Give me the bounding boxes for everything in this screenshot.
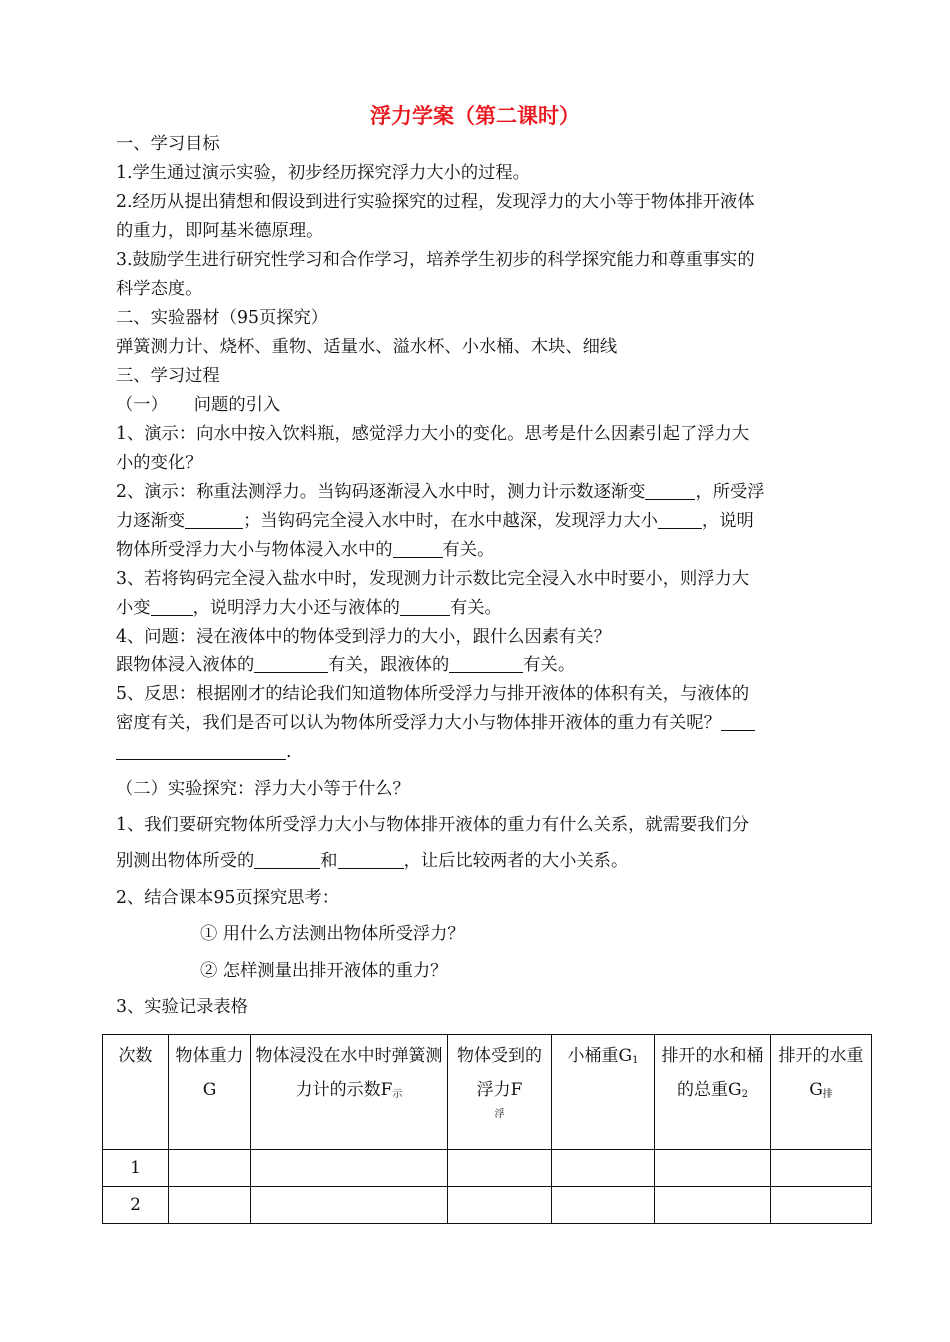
row-number: 2 <box>103 1187 169 1224</box>
answer-blank[interactable] <box>645 481 695 500</box>
experiment-2-question-2: ② 怎样测量出排开液体的重力？ <box>200 961 448 981</box>
q3-text-2: ，说明浮力大小还与液体的 <box>192 598 400 618</box>
answer-blank[interactable] <box>449 654 523 673</box>
answer-blank[interactable] <box>393 539 443 558</box>
question-2-line-b <box>116 509 846 533</box>
q4-text-1: 跟物体浸入液体的 <box>116 655 255 675</box>
table-cell[interactable] <box>771 1150 872 1187</box>
q4-text-2: 有关，跟液体的 <box>328 655 450 675</box>
table-cell[interactable] <box>169 1150 251 1187</box>
question-4-line-b <box>116 653 846 677</box>
section-heading-objectives: 一、学习目标 <box>116 134 220 154</box>
table-row <box>103 1150 872 1187</box>
experiment-2-question-1: ① 用什么方法测出物体所受浮力？ <box>200 924 465 944</box>
answer-blank[interactable] <box>254 654 328 673</box>
answer-blank[interactable] <box>400 597 450 616</box>
table-cell[interactable] <box>251 1187 448 1224</box>
header-trial-number: 次数 <box>103 1035 169 1150</box>
question-5-line-a: 5、反思：根据刚才的结论我们知道物体所受浮力与排开液体的体积有关，与液体的 <box>116 684 750 704</box>
part1-heading: （一） 问题的引入 <box>116 395 281 415</box>
question-3-line-a: 3、若将钩码完全浸入盐水中时，发现测力计示数比完全浸入水中时要小，则浮力大 <box>116 569 750 589</box>
e1-text-2: 和 <box>320 851 338 871</box>
row-number: 1 <box>103 1150 169 1187</box>
objective-1: 1.学生通过演示实验，初步经历探究浮力大小的过程。 <box>116 163 530 183</box>
header-bucket-weight: 小桶重$G_1$ <box>552 1035 655 1150</box>
question-4-line-a: 4、问题：浸在液体中的物体受到浮力的大小，跟什么因素有关？ <box>116 627 611 647</box>
answer-blank[interactable] <box>151 597 193 616</box>
header-total-weight: 排开的水和桶的总重$G_2$ <box>655 1035 771 1150</box>
q2-text-1: 2、演示：称重法测浮力。当钩码逐渐浸入水中时，测力计示数逐渐变 <box>116 482 646 502</box>
answer-blank[interactable] <box>116 741 286 760</box>
table-header-row <box>103 1035 872 1150</box>
question-5-line-b <box>116 711 846 735</box>
q3-text-3: 有关。 <box>449 598 502 618</box>
table-cell[interactable] <box>552 1187 655 1224</box>
materials-list: 弹簧测力计、烧杯、重物、适量水、溢水杯、小水桶、木块、细线 <box>116 337 618 357</box>
table-row <box>103 1187 872 1224</box>
question-3-line-b <box>116 596 846 620</box>
page-title: 浮力学案（第二课时） <box>370 104 580 128</box>
e1-text-1: 别测出物体所受的 <box>116 851 255 871</box>
section-heading-process: 三、学习过程 <box>116 366 220 386</box>
section-heading-materials: 二、实验器材（95页探究） <box>116 308 329 328</box>
q2-text-5: ，说明 <box>701 511 754 531</box>
experiment-2-heading: 2、结合课本95页探究思考： <box>116 888 340 908</box>
q3-text-1: 小变 <box>116 598 151 618</box>
objective-2-line-b: 的重力，即阿基米德原理。 <box>116 221 324 241</box>
table-cell[interactable] <box>552 1150 655 1187</box>
answer-blank[interactable] <box>185 510 243 529</box>
question-1-line-b: 小的变化？ <box>116 453 203 473</box>
question-2-line-a <box>116 480 846 504</box>
objective-2-line-a: 2.经历从提出猜想和假设到进行实验探究的过程，发现浮力的大小等于物体排开液体 <box>116 192 755 212</box>
question-2-line-c <box>116 538 846 562</box>
table-cell[interactable] <box>771 1187 872 1224</box>
q4-text-3: 有关。 <box>523 655 576 675</box>
experiment-1-line-b <box>116 849 846 873</box>
experiment-1-line-a: 1、我们要研究物体所受浮力大小与物体排开液体的重力有什么关系，就需要我们分 <box>116 815 750 835</box>
objective-3-line-b: 科学态度。 <box>116 279 203 299</box>
e1-text-3: ，让后比较两者的大小关系。 <box>403 851 629 871</box>
part2-heading: （二）实验探究：浮力大小等于什么？ <box>116 779 410 799</box>
q2-text-2: ，所受浮 <box>695 482 765 502</box>
experiment-record-table <box>102 1034 872 1224</box>
q2-text-7: 有关。 <box>442 540 495 560</box>
experiment-3-heading: 3、实验记录表格 <box>116 997 248 1017</box>
table-cell[interactable] <box>251 1150 448 1187</box>
answer-blank[interactable] <box>658 510 702 529</box>
header-buoyant-force: 物体受到的浮力F 浮 <box>448 1035 552 1150</box>
question-5-line-c <box>116 740 846 764</box>
table-cell[interactable] <box>448 1150 552 1187</box>
header-scale-reading: 物体浸没在水中时弹簧测力计的示数$F_示$ <box>251 1035 448 1150</box>
table-cell[interactable] <box>169 1187 251 1224</box>
q2-text-4: ；当钩码完全浸入水中时，在水中越深，发现浮力大小 <box>243 511 658 531</box>
objective-3-line-a: 3.鼓励学生进行研究性学习和合作学习，培养学生初步的科学探究能力和尊重事实的 <box>116 250 755 270</box>
q5-text-end: . <box>286 742 292 762</box>
table-cell[interactable] <box>448 1187 552 1224</box>
header-object-weight: 物体重力G <box>169 1035 251 1150</box>
q5-text-1: 密度有关，我们是否可以认为物体所受浮力大小与物体排开液体的重力有关呢？ <box>116 713 721 733</box>
answer-blank[interactable] <box>254 850 320 869</box>
q2-text-6: 物体所受浮力大小与物体浸入水中的 <box>116 540 393 560</box>
table-cell[interactable] <box>655 1187 771 1224</box>
question-1-line-a: 1、演示：向水中按入饮料瓶，感觉浮力大小的变化。思考是什么因素引起了浮力大 <box>116 424 750 444</box>
answer-blank[interactable] <box>338 850 404 869</box>
q2-text-3: 力逐渐变 <box>116 511 186 531</box>
table-cell[interactable] <box>655 1150 771 1187</box>
answer-blank[interactable] <box>721 712 755 731</box>
header-displaced-water-weight: 排开的水重 $G_排$ <box>771 1035 872 1150</box>
